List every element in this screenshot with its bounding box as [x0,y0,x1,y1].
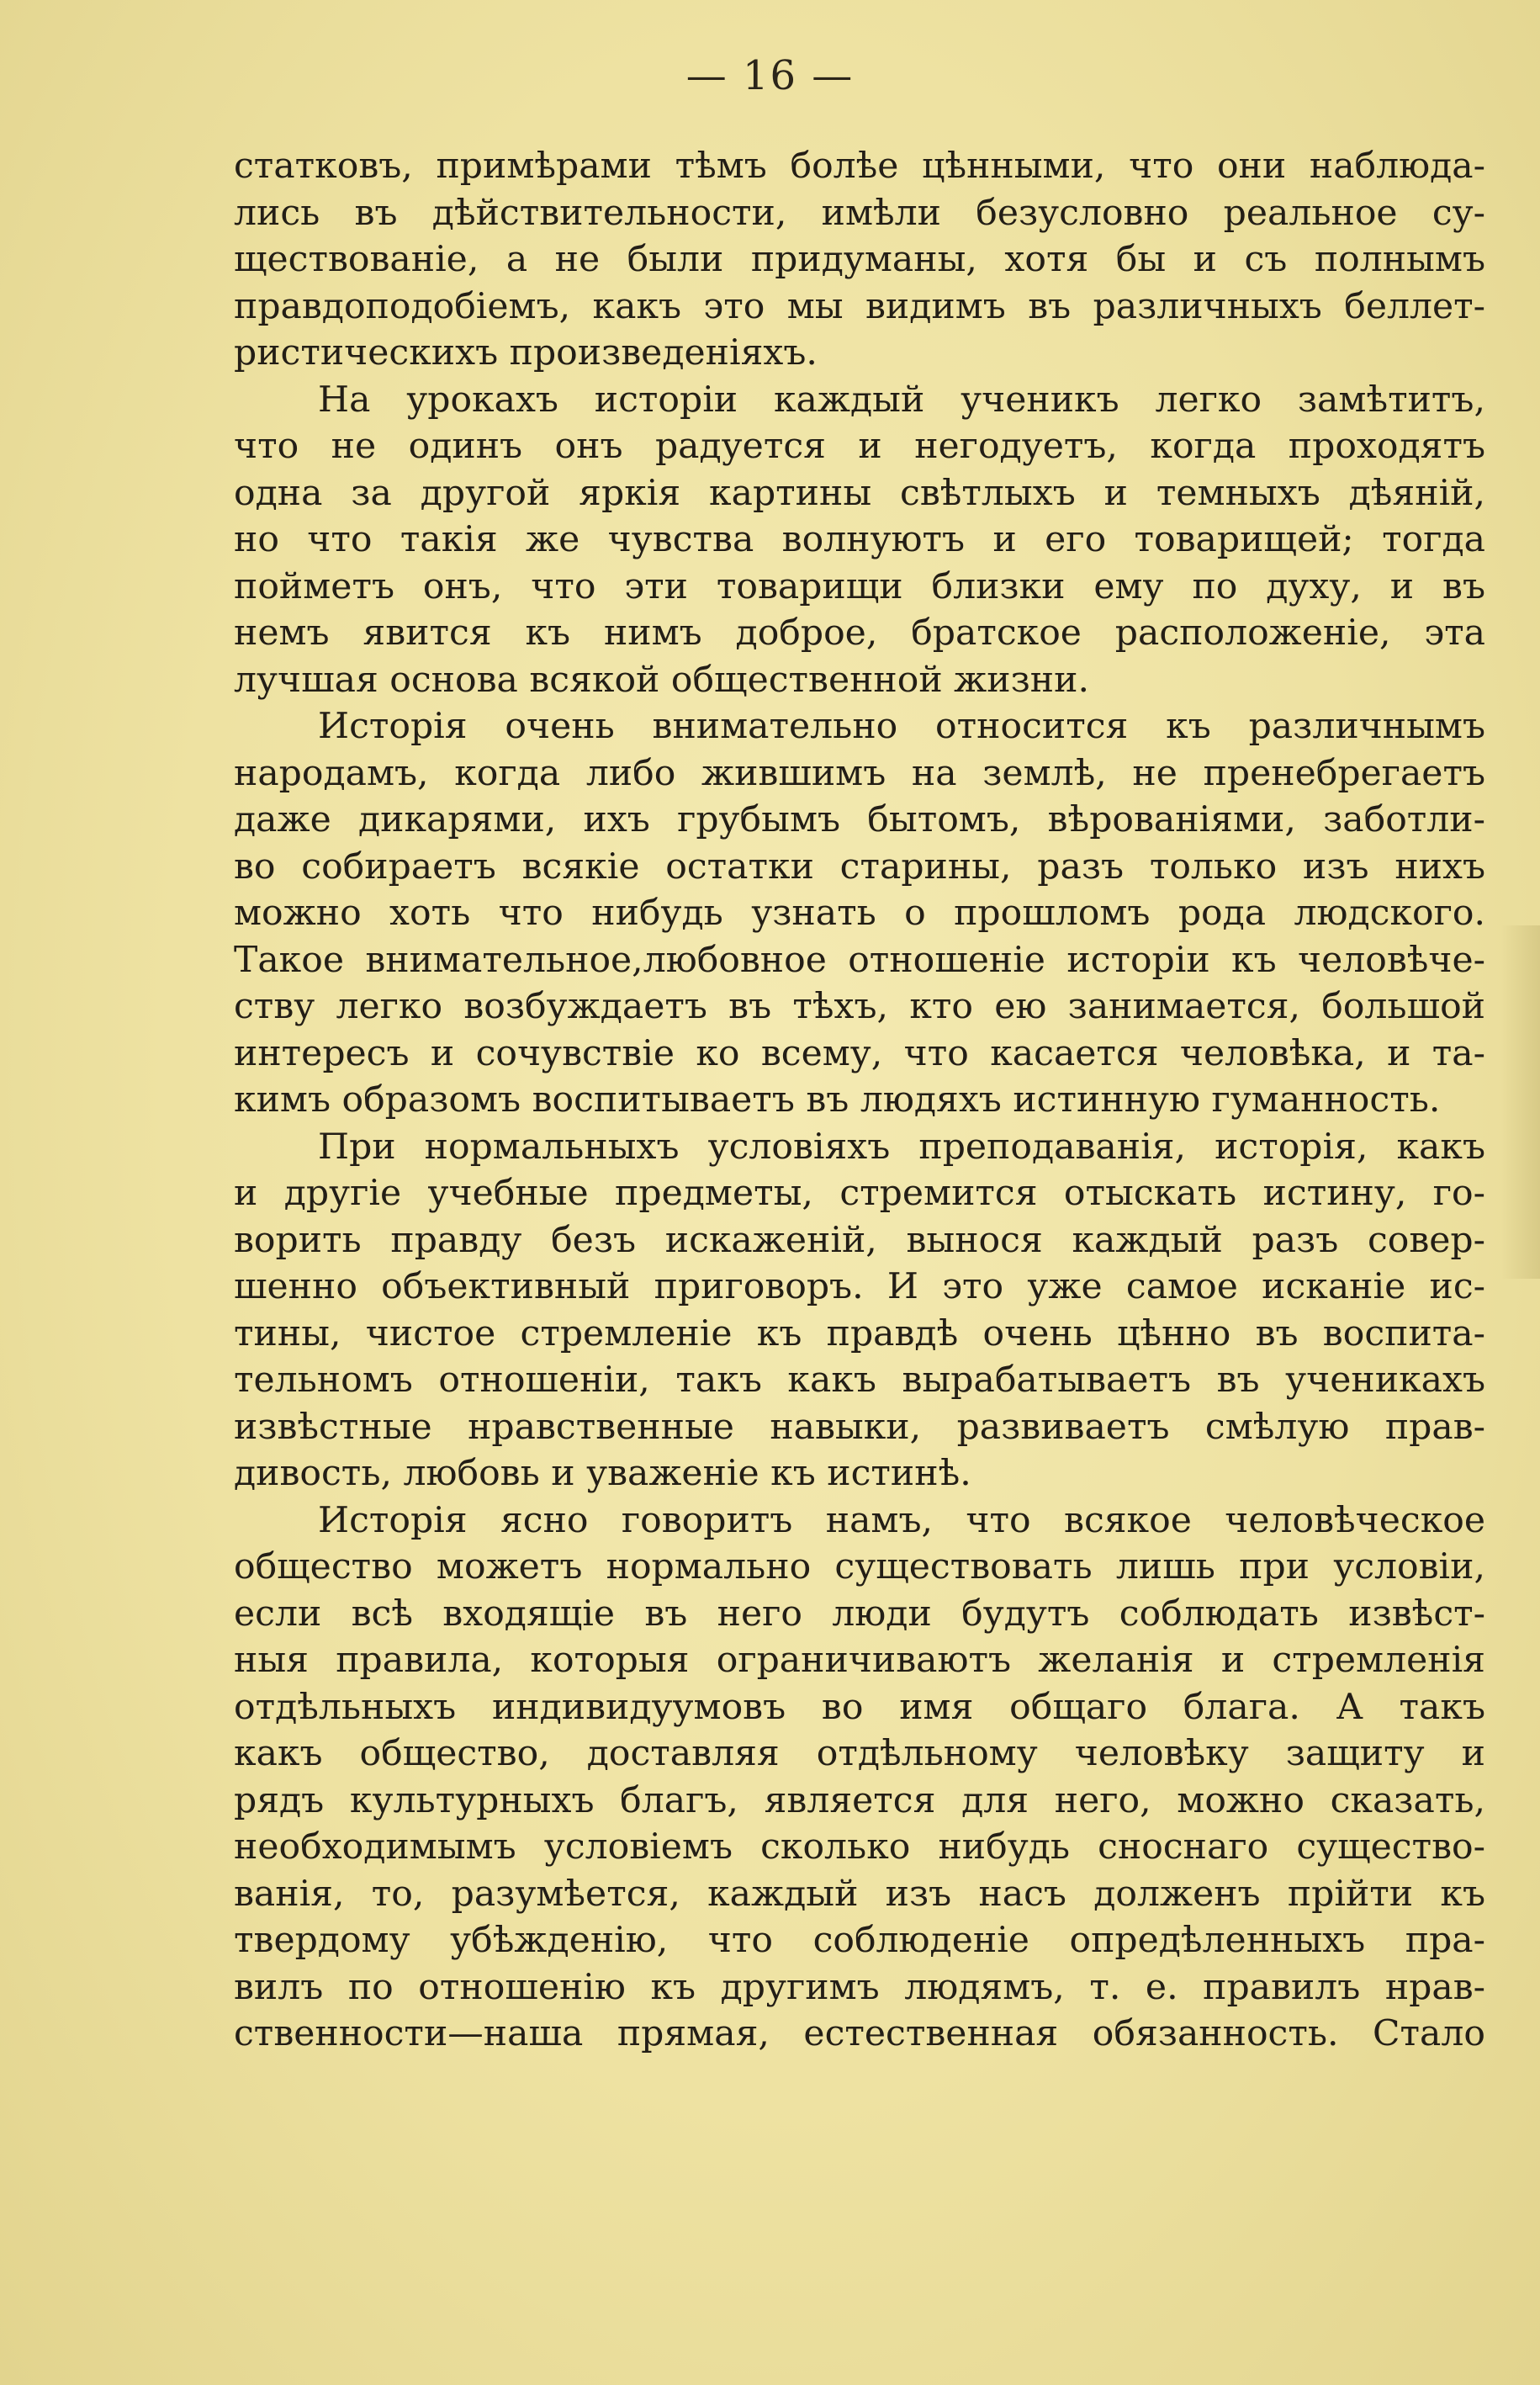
text-line: ственности—наша прямая, естественная обязанность. Стало [234,2013,1485,2054]
text-line: общество можетъ нормально существовать лишь при условіи, [234,1546,1485,1587]
text-line: твердому убѣжденію, что соблюденіе опредѣленныхъ пра- [234,1920,1485,1961]
text-line: шенно объективный приговоръ. И это уже самое исканіе ис- [234,1266,1485,1307]
text-line: тельномъ отношеніи, такъ какъ вырабатываетъ въ ученикахъ [234,1359,1485,1401]
text-line: ристическихъ произведеніяхъ. [234,332,818,374]
text-line: какъ общество, доставляя отдѣльному человѣку защиту и [234,1733,1485,1774]
text-line: правдоподобіемъ, какъ это мы видимъ въ различныхъ беллет- [234,285,1485,327]
text-line: кимъ образомъ воспитываетъ въ людяхъ истинную гуманность. [234,1079,1441,1121]
text-line: рядъ культурныхъ благъ, является для него, можно сказать, [234,1779,1485,1821]
text-line: и другіе учебные предметы, стремится отыскать истину, го- [234,1173,1485,1214]
text-line: пойметъ онъ, что эти товарищи близки ему по духу, и въ [234,565,1485,607]
paragraph [234,703,1485,1124]
text-line: извѣстные нравственные навыки, развиваетъ смѣлую прав- [234,1406,1485,1448]
page-edge-shadow [1500,925,1540,1279]
text-line: немъ явится къ нимъ доброе, братское расположеніе, эта [234,612,1485,654]
paragraph [234,377,1485,704]
text-line: интересъ и сочувствіе ко всему, что касается человѣка, и та- [234,1032,1485,1074]
text-line: ворить правду безъ искаженій, вынося каждый разъ совер- [234,1219,1485,1261]
text-line: во собираетъ всякіе остатки старины, разъ только изъ нихъ [234,845,1485,888]
text-line: если всѣ входящіе въ него люди будутъ соблюдать извѣст- [234,1593,1485,1635]
paragraph [234,1124,1485,1497]
page-number: — 16 — [685,52,855,99]
text-line: Исторія ясно говоритъ намъ, что всякое человѣческое [318,1499,1485,1541]
text-line: тины, чистое стремленіе къ правдѣ очень цѣнно въ воспита- [234,1312,1485,1354]
text-line: народамъ, когда либо жившимъ на землѣ, не пренебрегаетъ [234,752,1485,794]
text-line: ныя правила, которыя ограничиваютъ желанія и стремленія [234,1640,1485,1681]
text-line: вилъ по отношенію къ другимъ людямъ, т. е. правилъ нрав- [234,1966,1485,2008]
paragraph [234,143,1485,377]
text-line: лись въ дѣйствительности, имѣли безусловно реальное су- [234,192,1485,234]
paragraph [234,1497,1485,2058]
text-line: даже дикарями, ихъ грубымъ бытомъ, вѣрованіями, заботли- [234,799,1485,840]
text-line: статковъ, примѣрами тѣмъ болѣе цѣнными, что они наблюда- [234,146,1485,187]
text-line: можно хоть что нибудь узнать о прошломъ рода людского. [234,893,1485,934]
text-line: ванія, то, разумѣется, каждый изъ насъ долженъ прійти къ [234,1873,1485,1915]
text-line: На урокахъ исторіи каждый ученикъ легко замѣтитъ, [318,379,1485,421]
text-line: При нормальныхъ условіяхъ преподаванія, исторія, какъ [318,1126,1485,1168]
text-line: отдѣльныхъ индивидуумовъ во имя общаго блага. А такъ [234,1686,1485,1728]
text-line: но что такія же чувства волнуютъ и его товарищей; тогда [234,519,1485,560]
text-line: необходимымъ условіемъ сколько нибудь сноснаго существо- [234,1826,1485,1868]
text-line: Исторія очень внимательно относится къ различнымъ [318,706,1485,747]
body-text [234,143,1485,2058]
text-line: ству легко возбуждаетъ въ тѣхъ, кто ею занимается, большой [234,986,1485,1027]
text-line: Такое внимательное,любовное отношеніе исторіи къ человѣче- [234,939,1485,981]
text-line: одна за другой яркія картины свѣтлыхъ и темныхъ дѣяній, [234,472,1485,514]
text-line: ществованіе, а не были придуманы, хотя бы и съ полнымъ [234,239,1485,280]
text-line: что не одинъ онъ радуется и негодуетъ, когда проходятъ [234,426,1485,467]
text-line: лучшая основа всякой общественной жизни. [234,659,1089,701]
text-line: дивость, любовь и уваженіе къ истинѣ. [234,1453,971,1494]
